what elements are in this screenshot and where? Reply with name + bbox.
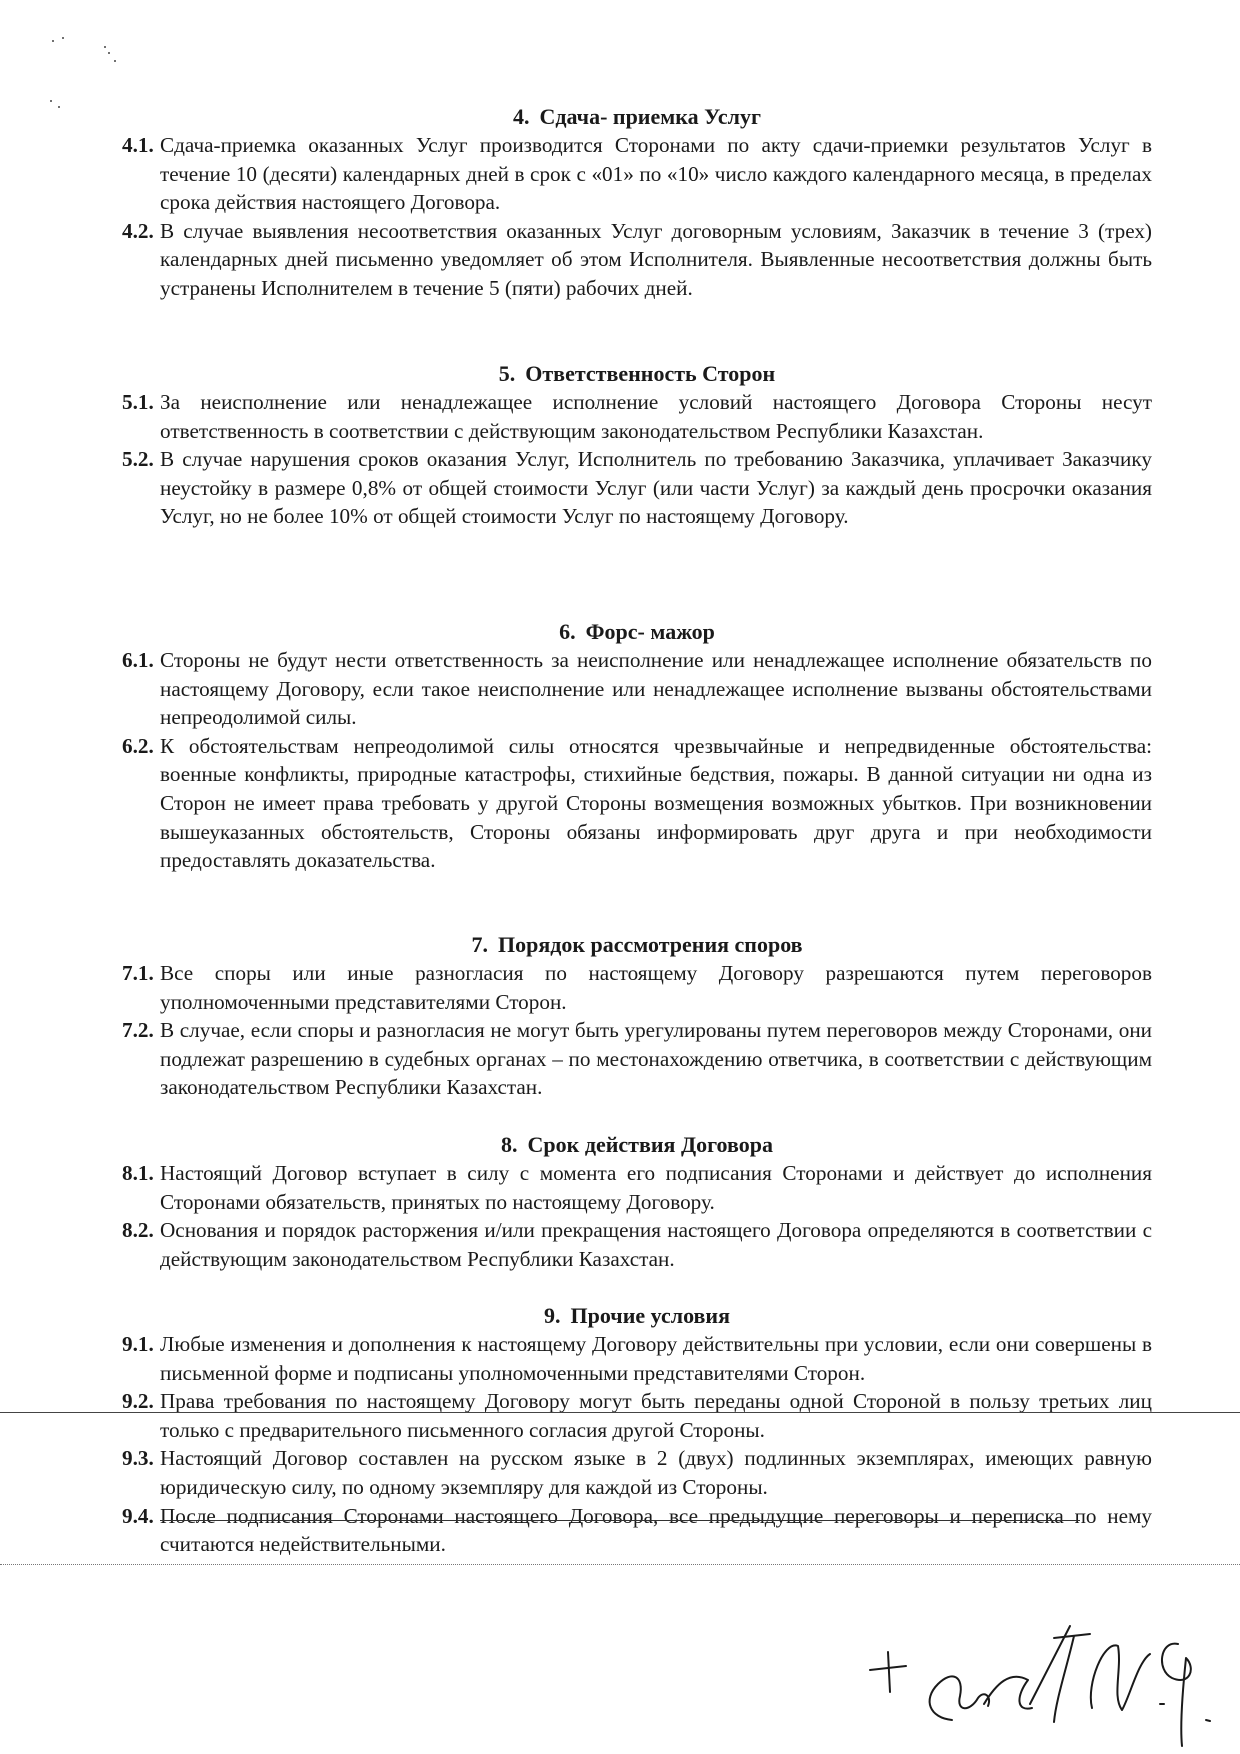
clause-text: В случае, если споры и разногласия не могут быть урегулированы путем переговоров между Сторонами, они подлежат разрешению в судебных органах – по местонахождению ответчика, в соответствии с действующим законодательством Республики Казахстан. bbox=[160, 1018, 1152, 1100]
scan-speck bbox=[58, 106, 60, 108]
section-number: 6. bbox=[559, 619, 576, 644]
clause-number: 7.1. bbox=[122, 961, 154, 985]
section-heading: Порядок рассмотрения споров bbox=[497, 932, 803, 957]
clause-8-2 bbox=[122, 1216, 1152, 1273]
clause-number: 9.1. bbox=[122, 1332, 154, 1356]
section-7 bbox=[122, 931, 1152, 1102]
section-title bbox=[122, 1302, 1152, 1330]
clause-6-2 bbox=[122, 732, 1152, 875]
scan-speck bbox=[62, 37, 64, 39]
clause-text: Стороны не будут нести ответственность за неисполнение или ненадлежащее исполнение обязательств по настоящему Договору, если такое неисполнение или ненадлежащее исполнение вызваны обстоятельствами непреодолимой силы. bbox=[160, 648, 1152, 730]
scan-speck bbox=[108, 52, 110, 54]
clause-8-1 bbox=[122, 1159, 1152, 1216]
clause-text: В случае выявления несоответствия оказанных Услуг договорным условиям, Заказчик в течение 3 (трех) календарных дней письменно уведомляет об этом Исполнителя. Выявленные несоответствия должны быть устранены Исполнителем в течение 5 (пяти) рабочих дней. bbox=[160, 218, 1152, 300]
section-title bbox=[122, 618, 1152, 646]
section-5 bbox=[122, 360, 1152, 531]
clause-9-3 bbox=[122, 1444, 1152, 1501]
clause-number: 5.2. bbox=[122, 447, 154, 472]
clause-number: 6.2. bbox=[122, 733, 154, 758]
scan-speck bbox=[104, 46, 106, 48]
section-heading: Сдача- приемка Услуг bbox=[539, 104, 761, 129]
section-title bbox=[122, 931, 1152, 959]
clause-number: 9.2. bbox=[122, 1389, 154, 1414]
section-title bbox=[122, 360, 1152, 388]
clause-text: В случае нарушения сроков оказания Услуг, Исполнитель по требованию Заказчика, уплачивает Заказчику неустойку в размере 0,8% от общей стоимости Услуг (или части Услуг) за каждый день просрочки оказания Услуг, но не более 10% от общей стоимости Услуг по настоящему Договору. bbox=[160, 447, 1152, 529]
clause-text: К обстоятельствам непреодолимой силы относятся чрезвычайные и непредвиденные обстоятельства: военные конфликты, природные катастрофы, стихийные бедствия, пожары. В данной ситуации ни одна из Сторон не имеет права требовать у другой Стороны возмещения возможных убытков. При возникновении вышеуказанных обстоятельств, Стороны обязаны информировать друг друга и при необходимости предоставлять доказательства. bbox=[160, 733, 1152, 873]
section-number: 7. bbox=[471, 932, 488, 957]
clause-7-1 bbox=[122, 959, 1152, 1016]
clause-number: 8.2. bbox=[122, 1218, 154, 1243]
clause-4-1 bbox=[122, 131, 1152, 217]
dotted-fold-line bbox=[0, 1564, 1240, 1565]
section-heading: Срок действия Договора bbox=[527, 1132, 773, 1157]
clause-7-2 bbox=[122, 1016, 1152, 1102]
strike-line bbox=[160, 1520, 1080, 1521]
section-8 bbox=[122, 1131, 1152, 1273]
section-number: 9. bbox=[544, 1303, 561, 1328]
clause-5-1 bbox=[122, 388, 1152, 445]
clause-text: Настоящий Договор составлен на русском языке в 2 (двух) подлинных экземплярах, имеющих равную юридическую силу, по одному экземпляру для каждой из Стороны. bbox=[160, 1446, 1152, 1499]
clause-text: Все споры или иные разногласия по настоящему Договору разрешаются путем переговоров уполномоченными представителями Сторон. bbox=[160, 961, 1152, 1014]
scan-speck bbox=[50, 100, 52, 102]
clause-text: Сдача-приемка оказанных Услуг производится Сторонами по акту сдачи-приемки результатов Услуг в течение 10 (десяти) календарных дней в срок с «01» по «10» число каждого календарного месяца, в пределах срока действия настоящего Договора. bbox=[160, 133, 1152, 215]
clause-text: Права требования по настоящему Договору могут быть переданы одной Стороной в пользу третьих лиц только с предварительного письменного согласия другой Стороны. bbox=[160, 1389, 1152, 1442]
clause-number: 5.1. bbox=[122, 390, 154, 414]
scan-speck bbox=[114, 60, 116, 62]
clause-number: 4.2. bbox=[122, 218, 154, 243]
clause-text: Основания и порядок расторжения и/или прекращения настоящего Договора определяются в соответствии с действующим законодательством Республики Казахстан. bbox=[160, 1218, 1152, 1271]
scan-speck bbox=[52, 40, 54, 42]
section-heading: Ответственность Сторон bbox=[525, 361, 776, 386]
section-heading: Прочие условия bbox=[570, 1303, 730, 1328]
clause-text: Настоящий Договор вступает в силу с момента его подписания Сторонами и действует до исполнения Сторонами обязательств, принятых по настоящему Договору. bbox=[160, 1161, 1152, 1214]
section-number: 8. bbox=[501, 1132, 518, 1157]
section-title bbox=[122, 103, 1152, 131]
clause-text: После подписания Сторонами настоящего Договора, все предыдущие переговоры и переписка по нему считаются недействительными. bbox=[160, 1503, 1152, 1557]
signature-mark bbox=[860, 1600, 1220, 1750]
clause-9-2 bbox=[122, 1387, 1152, 1444]
clause-number: 9.4. bbox=[122, 1503, 154, 1528]
section-number: 4. bbox=[513, 104, 530, 129]
section-heading: Форс- мажор bbox=[585, 619, 715, 644]
clause-6-1 bbox=[122, 646, 1152, 732]
clause-9-1 bbox=[122, 1330, 1152, 1387]
clause-number: 4.1. bbox=[122, 133, 154, 157]
clause-text: Любые изменения и дополнения к настоящему Договору действительны при условии, если они совершены в письменной форме и подписаны уполномоченными представителями Сторон. bbox=[160, 1332, 1152, 1385]
clause-number: 6.1. bbox=[122, 648, 154, 672]
clause-text: За неисполнение или ненадлежащее исполнение условий настоящего Договора Стороны несут ответственность в соответствии с действующим законодательством Республики Казахстан. bbox=[160, 390, 1152, 443]
section-4 bbox=[122, 103, 1152, 303]
clause-5-2 bbox=[122, 445, 1152, 531]
clause-9-4 bbox=[122, 1502, 1152, 1559]
section-number: 5. bbox=[498, 361, 516, 386]
section-title bbox=[122, 1131, 1152, 1159]
scan-line bbox=[0, 1412, 1240, 1413]
section-6 bbox=[122, 618, 1152, 875]
clause-number: 8.1. bbox=[122, 1161, 154, 1185]
clause-number: 7.2. bbox=[122, 1018, 154, 1043]
clause-number: 9.3. bbox=[122, 1446, 154, 1471]
clause-4-2 bbox=[122, 217, 1152, 303]
